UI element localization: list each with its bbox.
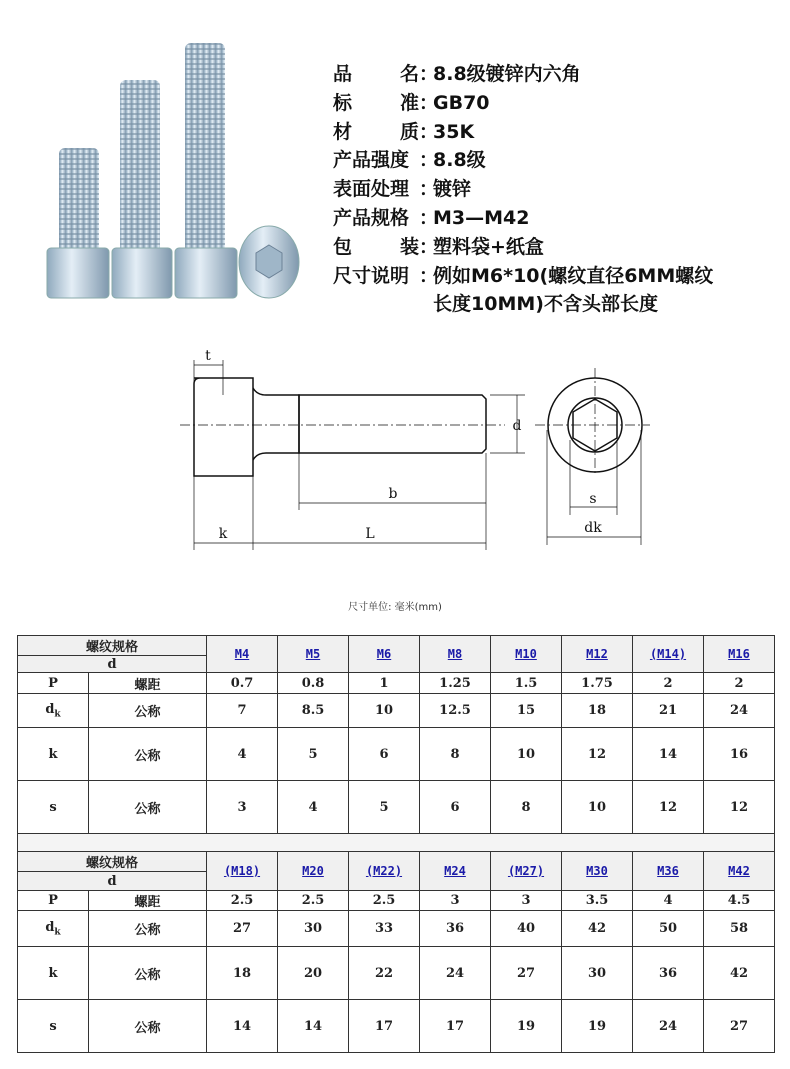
- spec-label-text: 包: [333, 235, 353, 258]
- value-cell: 58: [704, 911, 775, 947]
- dimension-drawing: [180, 340, 650, 550]
- param-label: 公称: [89, 911, 207, 947]
- value-cell: 27: [704, 1000, 775, 1053]
- size-link[interactable]: M16: [728, 646, 750, 661]
- size-link[interactable]: M42: [728, 863, 750, 878]
- value-cell: 19: [562, 1000, 633, 1053]
- bolts-photo: [30, 30, 310, 310]
- dk-row: [18, 911, 775, 947]
- spec-label-text: 尺寸说明: [333, 264, 410, 287]
- value-cell: 6: [420, 781, 491, 834]
- separator-row: [18, 834, 775, 852]
- value-cell: 3: [420, 891, 491, 911]
- spec-row: [333, 262, 713, 291]
- s-row: [18, 1000, 775, 1053]
- param-symbol-text: k: [48, 746, 58, 762]
- param-label: 公称: [89, 947, 207, 1000]
- spec-colon: ：: [419, 235, 439, 258]
- value-cell: 7: [207, 694, 278, 728]
- param-label: 公称: [89, 1000, 207, 1053]
- spec-colon: ：: [419, 91, 439, 114]
- value-cell: 6: [349, 728, 420, 781]
- spec-value: GB70: [433, 91, 490, 114]
- spec-label: [333, 118, 419, 147]
- spec-label-text: 品: [333, 63, 353, 85]
- value-cell: 24: [633, 1000, 704, 1053]
- header-spec: 螺纹规格: [18, 636, 207, 656]
- k-row: [18, 947, 775, 1000]
- value-cell: 0.8: [278, 673, 349, 694]
- size-link[interactable]: M4: [234, 646, 250, 661]
- value-cell: 14: [633, 728, 704, 781]
- value-cell: 36: [420, 911, 491, 947]
- value-cell: 4: [278, 781, 349, 834]
- spec-value: 8.8级: [433, 149, 486, 172]
- value-cell: 24: [704, 694, 775, 728]
- size-header: [491, 852, 562, 891]
- size-header: [278, 852, 349, 891]
- header-d: d: [18, 656, 207, 673]
- spec-row: [333, 89, 713, 118]
- value-cell: 4: [207, 728, 278, 781]
- size-header: [704, 852, 775, 891]
- size-header: [349, 852, 420, 891]
- param-symbol: [18, 781, 89, 834]
- value-cell: 36: [633, 947, 704, 1000]
- size-header: [278, 636, 349, 673]
- value-cell: 20: [278, 947, 349, 1000]
- param-symbol: [18, 947, 89, 1000]
- value-cell: 5: [349, 781, 420, 834]
- value-cell: 2.5: [207, 891, 278, 911]
- value-cell: 10: [562, 781, 633, 834]
- size-link[interactable]: (M14): [649, 646, 687, 661]
- param-subscript: k: [54, 709, 61, 720]
- size-table: [17, 635, 775, 1053]
- param-symbol-text: s: [49, 799, 57, 815]
- dk-row: [18, 694, 775, 728]
- value-cell: 15: [491, 694, 562, 728]
- size-header: [420, 852, 491, 891]
- value-cell: 21: [633, 694, 704, 728]
- value-cell: 27: [207, 911, 278, 947]
- param-symbol: [18, 1000, 89, 1053]
- size-link[interactable]: M5: [305, 646, 321, 661]
- spec-label-text: 标: [333, 91, 353, 114]
- value-cell: 2.5: [349, 891, 420, 911]
- size-link[interactable]: M6: [376, 646, 392, 661]
- param-symbol: [18, 728, 89, 781]
- pitch-row: [18, 891, 775, 911]
- param-symbol-text: P: [48, 675, 58, 691]
- value-cell: 42: [704, 947, 775, 1000]
- param-subscript: k: [54, 927, 61, 938]
- spec-label: [333, 233, 419, 262]
- value-cell: 8: [420, 728, 491, 781]
- value-cell: 17: [349, 1000, 420, 1053]
- value-cell: 27: [491, 947, 562, 1000]
- value-cell: 10: [349, 694, 420, 728]
- value-cell: 8: [491, 781, 562, 834]
- size-header: [704, 636, 775, 673]
- size-link[interactable]: M20: [302, 863, 324, 878]
- spec-value: 8.8级镀锌内六角: [433, 63, 581, 85]
- value-cell: 18: [207, 947, 278, 1000]
- value-cell: 30: [562, 947, 633, 1000]
- size-link[interactable]: M8: [447, 646, 463, 661]
- spec-row: [333, 204, 713, 233]
- k-row: [18, 728, 775, 781]
- value-cell: 12: [562, 728, 633, 781]
- size-link[interactable]: (M22): [365, 863, 403, 878]
- spec-colon: ：: [419, 120, 439, 143]
- spec-row: [333, 60, 713, 89]
- size-link[interactable]: M30: [586, 863, 608, 878]
- spec-list: [333, 60, 713, 319]
- spec-value: 35K: [433, 120, 475, 143]
- spec-label: [333, 262, 419, 291]
- value-cell: 12: [704, 781, 775, 834]
- value-cell: 2: [633, 673, 704, 694]
- label-k: k: [218, 526, 228, 542]
- value-cell: 2.5: [278, 891, 349, 911]
- pitch-row: [18, 673, 775, 694]
- spec-value: 镀锌: [433, 178, 472, 201]
- value-cell: 17: [420, 1000, 491, 1053]
- header-row: [18, 852, 775, 872]
- spec-label-text: 名: [399, 63, 419, 85]
- size-header: [207, 852, 278, 891]
- param-symbol: [18, 673, 89, 694]
- spec-colon: ：: [419, 178, 439, 201]
- value-cell: 14: [278, 1000, 349, 1053]
- header-d: d: [18, 872, 207, 891]
- size-link[interactable]: (M27): [507, 863, 545, 878]
- spec-row: [333, 175, 713, 204]
- size-header: [562, 636, 633, 673]
- param-symbol-text: d: [45, 701, 55, 717]
- spec-label-text: 产品规格: [333, 206, 410, 229]
- label-L: L: [365, 526, 375, 542]
- value-cell: 22: [349, 947, 420, 1000]
- label-dk: dk: [584, 520, 602, 536]
- param-label: 公称: [89, 694, 207, 728]
- spec-label-text: 产品强度: [333, 149, 410, 172]
- value-cell: 1.5: [491, 673, 562, 694]
- spec-label: [333, 146, 419, 175]
- bolt-2-thread: [120, 80, 160, 258]
- spec-value: 例如M6*10(螺纹直径6MM螺纹: [433, 264, 714, 287]
- bolt-2-head: [112, 248, 172, 298]
- value-cell: 12: [633, 781, 704, 834]
- value-cell: 18: [562, 694, 633, 728]
- value-cell: 42: [562, 911, 633, 947]
- param-symbol-text: P: [48, 893, 58, 908]
- separator: [18, 834, 775, 852]
- param-symbol-text: d: [45, 919, 55, 935]
- label-b: b: [388, 486, 398, 502]
- param-label: 公称: [89, 781, 207, 834]
- value-cell: 30: [278, 911, 349, 947]
- value-cell: 2: [704, 673, 775, 694]
- size-header: [562, 852, 633, 891]
- spec-colon: ：: [419, 149, 439, 172]
- spec-label: [333, 204, 419, 233]
- value-cell: 1.25: [420, 673, 491, 694]
- label-d: d: [512, 418, 522, 434]
- spec-colon: ：: [419, 206, 439, 229]
- unit-caption: 尺寸单位: 毫米(mm): [348, 602, 442, 613]
- param-symbol: [18, 891, 89, 911]
- size-link[interactable]: M12: [586, 646, 608, 661]
- value-cell: 33: [349, 911, 420, 947]
- value-cell: 24: [420, 947, 491, 1000]
- value-cell: 16: [704, 728, 775, 781]
- spec-label: [333, 175, 419, 204]
- value-cell: 12.5: [420, 694, 491, 728]
- label-s: s: [589, 491, 597, 507]
- value-cell: 4: [633, 891, 704, 911]
- spec-continuation: 长度10MM)不含头部长度: [433, 293, 658, 316]
- spec-label-text: 准: [399, 91, 419, 114]
- size-link[interactable]: M24: [444, 863, 466, 878]
- size-link[interactable]: M36: [657, 863, 679, 878]
- param-label: 螺距: [89, 891, 207, 911]
- param-label: 螺距: [89, 673, 207, 694]
- value-cell: 1: [349, 673, 420, 694]
- value-cell: 3: [207, 781, 278, 834]
- spec-label: [333, 60, 419, 89]
- size-header: [207, 636, 278, 673]
- value-cell: 14: [207, 1000, 278, 1053]
- value-cell: 3.5: [562, 891, 633, 911]
- size-header: [491, 636, 562, 673]
- param-label: 公称: [89, 728, 207, 781]
- s-row: [18, 781, 775, 834]
- value-cell: 4.5: [704, 891, 775, 911]
- size-header: [633, 636, 704, 673]
- param-symbol-text: s: [49, 1018, 57, 1034]
- spec-colon: ：: [419, 63, 439, 85]
- label-t: t: [205, 348, 211, 364]
- size-link[interactable]: M10: [515, 646, 537, 661]
- header-row: [18, 636, 775, 656]
- value-cell: 50: [633, 911, 704, 947]
- header-spec: 螺纹规格: [18, 852, 207, 872]
- spec-label: [333, 89, 419, 118]
- bolt-1-thread: [59, 148, 99, 258]
- value-cell: 1.75: [562, 673, 633, 694]
- value-cell: 3: [491, 891, 562, 911]
- spec-row: [333, 118, 713, 147]
- spec-label-text: 质: [399, 120, 419, 143]
- spec-value: M3—M42: [433, 206, 530, 229]
- value-cell: 19: [491, 1000, 562, 1053]
- value-cell: 8.5: [278, 694, 349, 728]
- spec-value: 塑料袋+纸盒: [433, 235, 544, 258]
- param-symbol: [18, 911, 89, 947]
- size-link[interactable]: (M18): [223, 863, 261, 878]
- spec-label-text: 表面处理: [333, 178, 410, 201]
- spec-colon: ：: [419, 264, 439, 287]
- size-header: [633, 852, 704, 891]
- param-symbol-text: k: [48, 965, 58, 981]
- spec-row: [333, 233, 713, 262]
- bolt-3-thread: [185, 43, 225, 258]
- size-header: [420, 636, 491, 673]
- value-cell: 0.7: [207, 673, 278, 694]
- spec-label-text: 材: [333, 120, 353, 143]
- bolt-1-head: [47, 248, 109, 298]
- value-cell: 10: [491, 728, 562, 781]
- spec-row: [333, 146, 713, 175]
- param-symbol: [18, 694, 89, 728]
- spec-label-text: 装: [399, 235, 419, 258]
- value-cell: 40: [491, 911, 562, 947]
- size-header: [349, 636, 420, 673]
- bolt-3-head: [175, 248, 237, 298]
- value-cell: 5: [278, 728, 349, 781]
